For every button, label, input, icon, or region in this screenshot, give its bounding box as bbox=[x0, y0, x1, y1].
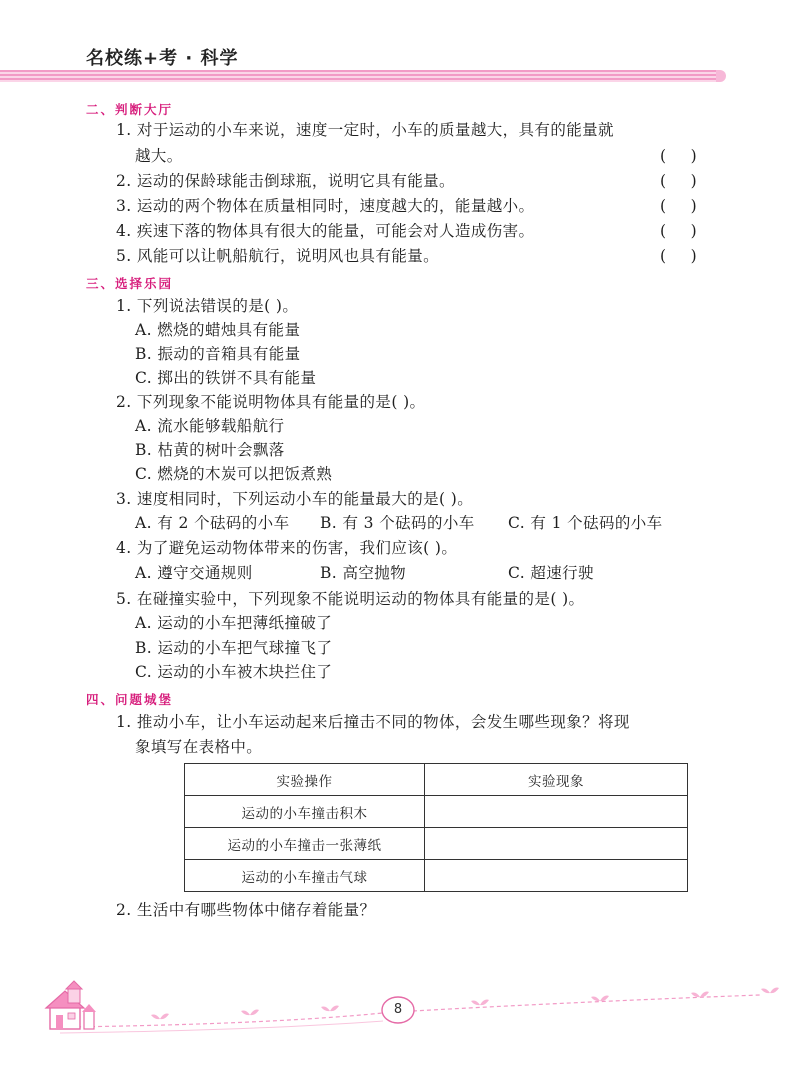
table-row bbox=[185, 860, 688, 892]
judge-answer-3[interactable]: ( ) bbox=[660, 197, 697, 215]
book-title: 名校练+考 · 科学 bbox=[86, 48, 239, 69]
section-title-judgement: 二、判断大厅 bbox=[86, 102, 174, 117]
experiment-table bbox=[184, 763, 688, 892]
table-cell-answer[interactable] bbox=[425, 860, 688, 892]
choice-q4-option-c[interactable]: C. 超速行驶 bbox=[508, 564, 594, 582]
judge-answer-1[interactable]: ( ) bbox=[660, 147, 697, 165]
judge-item-1-line2: 越大。 bbox=[135, 147, 183, 165]
choice-q2-option-a[interactable]: A. 流水能够载船航行 bbox=[135, 417, 285, 435]
choice-q3-option-c[interactable]: C. 有 1 个砝码的小车 bbox=[508, 514, 663, 532]
judge-answer-5[interactable]: ( ) bbox=[660, 247, 697, 265]
choice-q2-option-c[interactable]: C. 燃烧的木炭可以把饭煮熟 bbox=[135, 465, 333, 483]
choice-q4-stem: 4. 为了避免运动物体带来的伤害，我们应该( )。 bbox=[116, 539, 458, 557]
choice-q4-option-b[interactable]: B. 高空抛物 bbox=[320, 564, 407, 582]
choice-q5-option-b[interactable]: B. 运动的小车把气球撞飞了 bbox=[135, 639, 333, 657]
house-icon bbox=[46, 981, 96, 1029]
choice-q5-option-c[interactable]: C. 运动的小车被木块拦住了 bbox=[135, 663, 333, 681]
question-2: 2. 生活中有哪些物体中储存着能量？ bbox=[116, 901, 376, 919]
judge-answer-2[interactable]: ( ) bbox=[660, 172, 697, 190]
choice-q1-option-a[interactable]: A. 燃烧的蜡烛具有能量 bbox=[135, 321, 301, 339]
table-cell-operation: 运动的小车撞击积木 bbox=[185, 796, 425, 828]
choice-q3-option-b[interactable]: B. 有 3 个砝码的小车 bbox=[320, 514, 475, 532]
header-band bbox=[0, 70, 718, 82]
table-cell-operation: 运动的小车撞击气球 bbox=[185, 860, 425, 892]
judge-item-4: 4. 疾速下落的物体具有很大的能量，可能会对人造成伤害。 bbox=[116, 222, 535, 240]
judge-item-3: 3. 运动的两个物体在质量相同时，速度越大的，能量越小。 bbox=[116, 197, 535, 215]
choice-q5-stem: 5. 在碰撞实验中，下列现象不能说明运动的物体具有能量的是( )。 bbox=[116, 590, 585, 608]
choice-q2-option-b[interactable]: B. 枯黄的树叶会飘落 bbox=[135, 441, 285, 459]
choice-q3-option-a[interactable]: A. 有 2 个砝码的小车 bbox=[135, 514, 290, 532]
choice-q1-option-c[interactable]: C. 掷出的铁饼不具有能量 bbox=[135, 369, 317, 387]
table-row bbox=[185, 796, 688, 828]
section-title-choice: 三、选择乐园 bbox=[86, 276, 174, 291]
table-header-operation: 实验操作 bbox=[185, 764, 425, 796]
question-1-line1: 1. 推动小车，让小车运动起来后撞击不同的物体，会发生哪些现象？将现 bbox=[116, 713, 630, 731]
choice-q3-stem: 3. 速度相同时，下列运动小车的能量最大的是( )。 bbox=[116, 490, 474, 508]
judge-item-5: 5. 风能可以让帆船航行，说明风也具有能量。 bbox=[116, 247, 440, 265]
question-1-line2: 象填写在表格中。 bbox=[135, 738, 263, 756]
table-cell-operation: 运动的小车撞击一张薄纸 bbox=[185, 828, 425, 860]
choice-q5-option-a[interactable]: A. 运动的小车把薄纸撞破了 bbox=[135, 614, 333, 632]
sprout-icons bbox=[151, 988, 779, 1020]
choice-q2-stem: 2. 下列现象不能说明物体具有能量的是( )。 bbox=[116, 393, 426, 411]
table-row bbox=[185, 828, 688, 860]
choice-q1-option-b[interactable]: B. 振动的音箱具有能量 bbox=[135, 345, 301, 363]
table-header-phenomenon: 实验现象 bbox=[425, 764, 688, 796]
table-cell-answer[interactable] bbox=[425, 828, 688, 860]
judge-answer-4[interactable]: ( ) bbox=[660, 222, 697, 240]
section-title-questions: 四、问题城堡 bbox=[86, 692, 174, 707]
choice-q1-stem: 1. 下列说法错误的是( )。 bbox=[116, 297, 299, 315]
choice-q4-option-a[interactable]: A. 遵守交通规则 bbox=[135, 564, 253, 582]
table-cell-answer[interactable] bbox=[425, 796, 688, 828]
table-header-row bbox=[185, 764, 688, 796]
judge-item-2: 2. 运动的保龄球能击倒球瓶，说明它具有能量。 bbox=[116, 172, 455, 190]
judge-item-1-line1: 1. 对于运动的小车来说，速度一定时，小车的质量越大，具有的能量就 bbox=[116, 121, 614, 139]
page-number: 8 bbox=[393, 1002, 403, 1017]
